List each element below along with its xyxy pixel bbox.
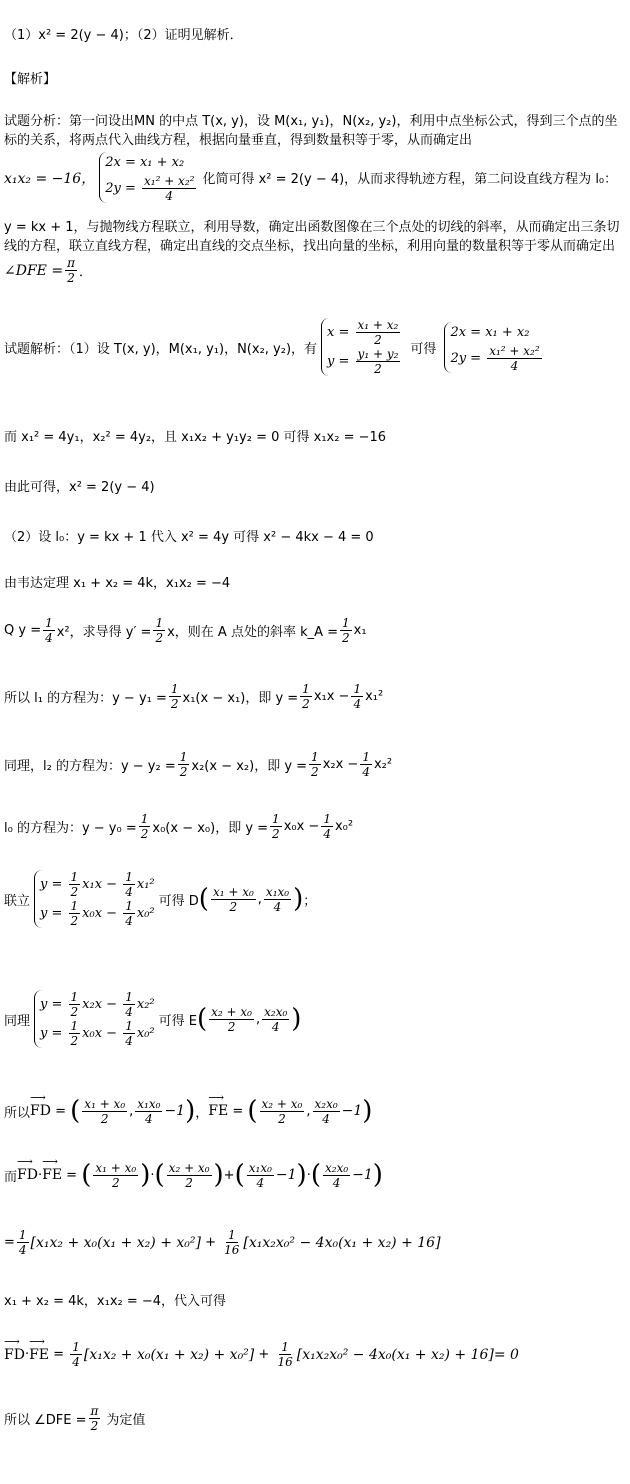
derivative-line: Q y = $\frac{1}{4}$ x²，求导得 y′ = $\frac{1}{2}$ x，则在 A 点处的斜率 k_A = $\frac{1}{2}$ x₁ — [4, 616, 367, 645]
system-d: 联立 y = $\frac{1}{2}$ x₁x − $\frac{1}{4}$ x₁² y = $\frac{1}{2}$ x₀x − $\frac{1}{4}$ x₀² 可得 D ( $\frac{\text{x₁ + x₀}}{2}$ , $\frac{\text{x₁x₀}}{4}$ ) ； — [4, 870, 317, 928]
vectors-line: 所以 ⟶ FD = ( $\frac{\text{x₁ + x₀}}{2}$ , $\frac{\text{x₁x₀}}{4}$ −1 ) ， ⟶ FE = ( $\frac{\text{x₂ + x₀}}{2}$ , $\frac{\text{x₂x₀}}{4}$ −1 ) — [4, 1096, 626, 1126]
system-e: 同理 y = $\frac{1}{2}$ x₂x − $\frac{1}{4}$ x₂² y = $\frac{1}{2}$ x₀x − $\frac{1}{4}$ x₀² 可得 E ( $\frac{\text{x₂ + x₀}}{2}$ , $\frac{\text{x₂x₀}}{4}$ ) — [4, 990, 302, 1048]
step-line: （2）设 l₀：y = kx + 1 代入 x² = 4y 可得 x² − 4kx − 4 = 0 — [4, 530, 374, 545]
derived-system: 2x = x₁ + x₂ 2y = $\frac{\text{x₁² + x₂²}}{4}$ — [444, 322, 543, 373]
analysis-end: ∠DFE = $\frac{\pi}{2}$ ． — [4, 256, 92, 285]
midpoint-system: x = $\frac{\text{x₁ + x₂}}{2}$ y = $\frac{\text{y₁ + y₂}}{2}$ — [321, 318, 402, 376]
tangent-l1: 所以 l₁ 的方程为：y − y₁ = $\frac{1}{2}$ x₁(x − x₁)，即 y = $\frac{1}{2}$ x₁x − $\frac{1}{4}$ x₁² — [4, 682, 384, 711]
analysis-line-2 — [4, 152, 626, 203]
analysis-paragraph-2: y = kx + 1，与抛物线方程联立，利用导数，确定出函数图像在三个点处的切线的斜率，从而确定出三条切线的方程，联立直线方程，确定出直线的交点坐标，找出向量的坐标，利用向量的数量积等于零从而确定出 — [4, 220, 620, 254]
product-value: x₁x₂ = −16， — [4, 170, 96, 187]
final-product-line: ⟶ FD · ⟶ FE = $\frac{1}{4}$ [ x₁x₂ + x₀(x₁ + x₂) + x₀² ] + $\frac{1}{16}$ [ x₁x₂x₀² − 4x₀(x₁ + x₂) + 16 ] = 0 — [4, 1340, 626, 1369]
system-row: 2y = $\frac{\text{x₁² + x₂²}}{4}$ — [105, 174, 195, 203]
substitution-line: x₁ + x₂ = 4k，x₁x₂ = −4，代入可得 — [4, 1294, 227, 1309]
section-title: 【解析】 — [4, 72, 57, 87]
step-line: 由此可得，x² = 2(y − 4) — [4, 480, 155, 495]
conclusion-line: 所以 ∠DFE = $\frac{\pi}{2}$ 为定值 — [4, 1404, 146, 1433]
analysis-paragraph: 试题分析：第一问设出MN 的中点 T(x, y)，设 M(x₁, y₁)，N(x₂, y₂)，利用中点坐标公式，得到三个点的坐标的关系，将两点代入曲线方程，根据向量垂直，得到数量积等于零，从而确定出 — [4, 114, 618, 148]
step-line: 由韦达定理 x₁ + x₂ = 4k，x₁x₂ = −4 — [4, 576, 231, 591]
analysis-continuation: 化简可得 x² = 2(y − 4)，从而求得轨迹方程，第二问设直线方程为 l₀： — [202, 172, 618, 187]
solution-part-1: 试题解析：（1）设 T(x, y)，M(x₁, y₁)，N(x₂, y₂)，有 x = $\frac{\text{x₁ + x₂}}{2}$ y = $\frac{\text{y₁ + y₂}}{2}$ 可得 2x = x₁ + x₂ 2y = $\frac{\text{x₁² + x₂²}}{4}$ — [4, 318, 626, 376]
system-row: 2x = x₁ + x₂ — [105, 155, 185, 170]
answer-line: （1）x² = 2(y − 4)；（2）证明见解析． — [4, 28, 243, 43]
step-line: 而 x₁² = 4y₁，x₂² = 4y₂，且 x₁x₂ + y₁y₂ = 0 可得 x₁x₂ = −16 — [4, 430, 387, 445]
tangent-l2: 同理，l₂ 的方程为：y − y₂ = $\frac{1}{2}$ x₂(x − x₂)，即 y = $\frac{1}{2}$ x₂x − $\frac{1}{4}$ x₂² — [4, 750, 393, 779]
dot-product-line: 而 ⟶ FD · ⟶ FE = ( $\frac{\text{x₁ + x₀}}{2}$ ) · ( $\frac{\text{x₂ + x₀}}{2}$ ) + ( $\frac{\text{x₁x₀}}{4}$ −1 ) · ( $\frac{\text{x₂x₀}}{4}$ −1 ) — [4, 1160, 626, 1190]
analysis-system — [99, 152, 198, 203]
solution-label: 试题解析：（1）设 T(x, y)，M(x₁, y₁)，N(x₂, y₂)，有 — [4, 341, 318, 357]
tangent-l0: l₀ 的方程为：y − y₀ = $\frac{1}{2}$ x₀(x − x₀)，即 y = $\frac{1}{2}$ x₀x − $\frac{1}{4}$ x₀² — [4, 812, 354, 841]
expansion-line: = $\frac{1}{4}$ [ x₁x₂ + x₀(x₁ + x₂) + x₀² ] + $\frac{1}{16}$ [ x₁x₂x₀² − 4x₀(x₁ + x₂) + 16 ] — [4, 1228, 441, 1257]
